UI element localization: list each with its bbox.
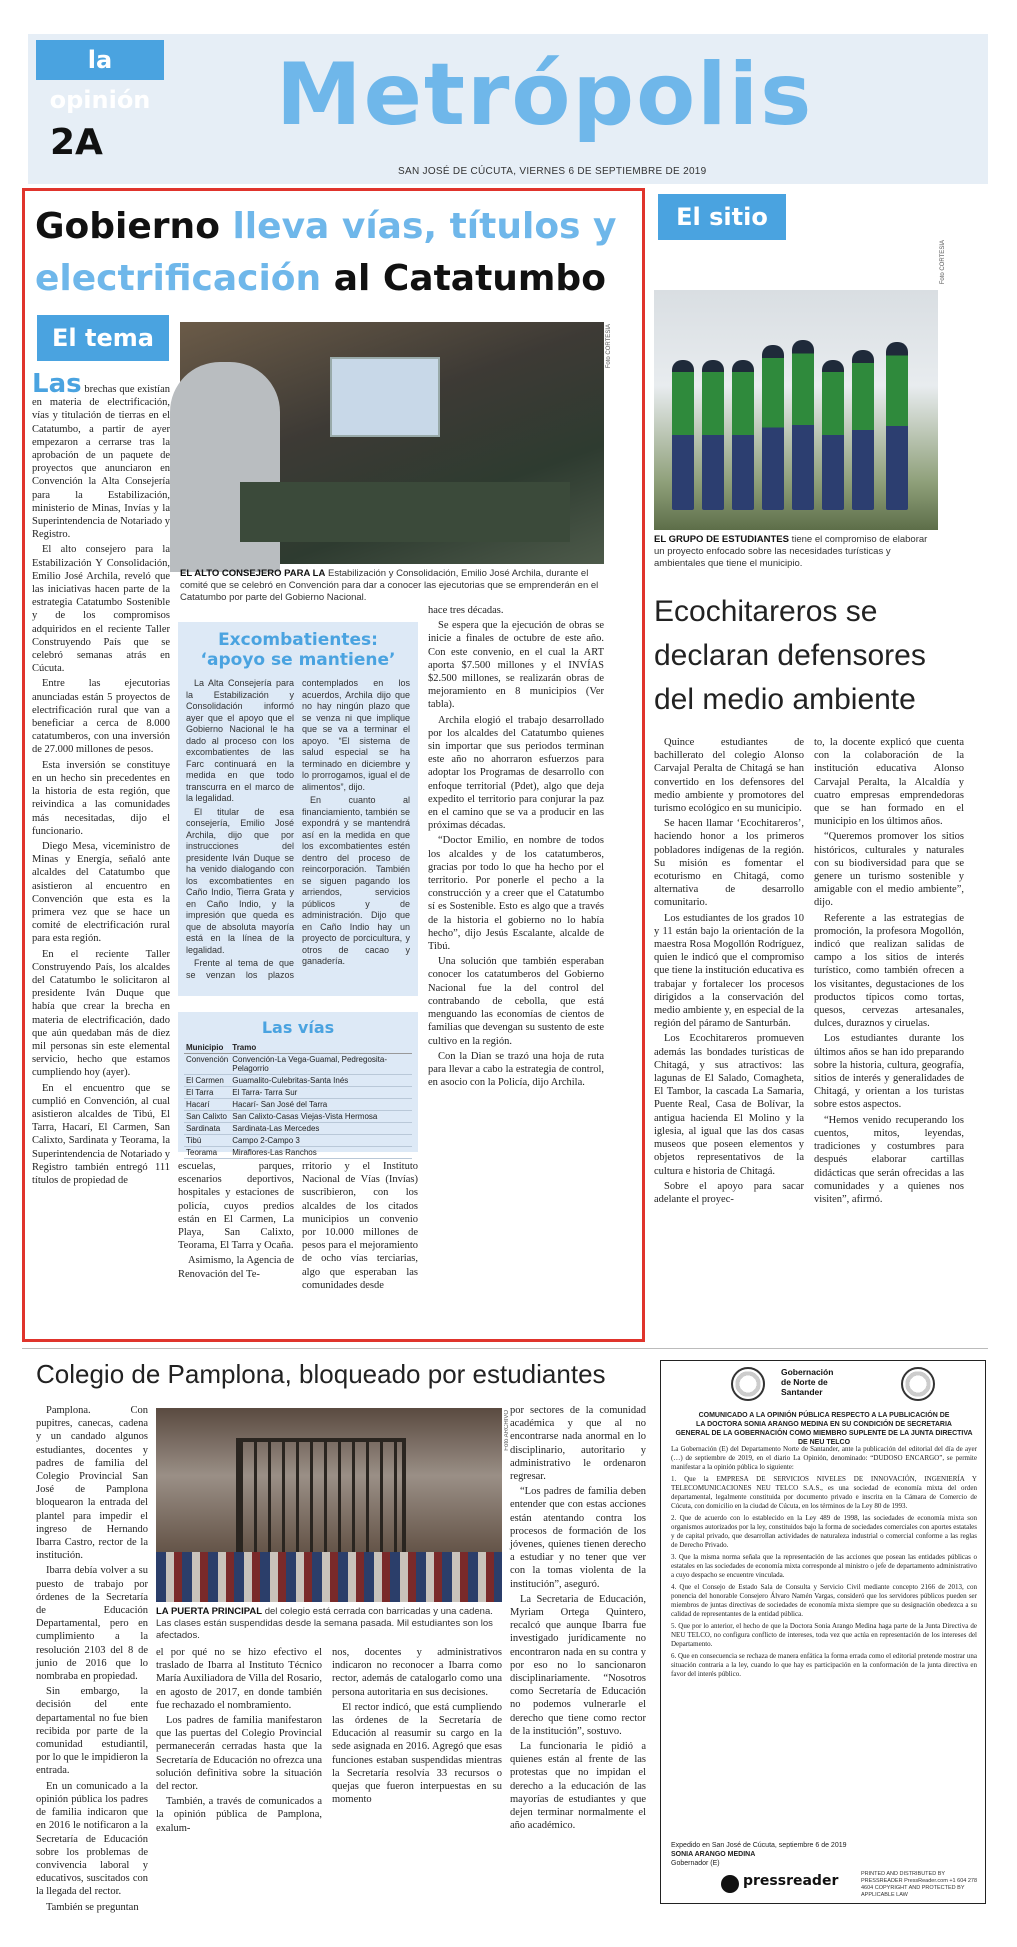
photo-student — [822, 360, 844, 510]
paragraph: Referente a las estrategias de promoción, la profesora Mogollón, indicó que realizan salidas de campo a los sitios de interés turístico, como también ofrecen a los visitantes, degustaciones de los productos típicos como tortas, quesos, cervezas artesanales, dulces, duraznos y ciruelas. — [814, 912, 964, 1030]
pamplona-column-1 — [36, 1404, 148, 1913]
signature-name: SONIA ARANGO MEDINA — [671, 1851, 756, 1858]
caption-text: Estabilización y Consolidación, Emilio José Archila, durante el comité que se celebró en Convención para dar a conocer las ejecutorias que se emprenderán en el Catatumbo por parte del Gobierno Nacional. — [180, 568, 599, 603]
sidebar-title — [178, 630, 418, 670]
tramo-cell: Miraflores-Las Ranchos — [230, 1147, 412, 1159]
caption-text: del colegio está cerrada con barricadas y una cadena. Las clases están suspendidas desde la semana pasada. Mil estudiantes son los afectados. — [156, 1606, 493, 1641]
sitio-column-1 — [654, 736, 804, 1336]
main-story-column-4 — [428, 604, 604, 1332]
vias-table — [184, 1042, 412, 1159]
drop-word: Las — [32, 369, 82, 399]
photo-credit: Foto CORTESÍA — [606, 324, 612, 369]
tramo-cell: Hacarí- San José del Tarra — [230, 1099, 412, 1111]
table-header-row — [184, 1042, 412, 1054]
org-line: de Norte de — [781, 1377, 828, 1387]
heading-line: GENERAL DE LA GOBERNACIÓN COMO MIEMBRO SUPLENTE DE LA JUNTA DIRECTIVA DE NEU TELCO — [675, 1430, 973, 1446]
masthead — [28, 34, 988, 184]
sitio-photo-caption — [654, 534, 938, 570]
pamplona-column-3 — [332, 1646, 502, 1904]
signature-line: Expedido en San José de Cúcuta, septiembre 6 de 2019 — [671, 1842, 847, 1849]
paragraph: el por qué no se hizo efectivo el traslado de Ibarra al Instituto Técnico María Auxiliadora de Villa del Rosario, en agosto de 2017, en donde también fue rechazado el nombramiento. — [156, 1647, 322, 1711]
paragraph: En el reciente Taller Construyendo País, los alcaldes del Catatumbo le solicitaron al presidente Iván Duque que había que crear la brecha en materia de electrificación, dado que aún quedaban más de diez mil personas sin este elemental servicio, hecho que estamos cumpliendo hoy (ayer). — [32, 948, 170, 1079]
main-story-column-2-bottom — [178, 1160, 294, 1332]
org-line: Gobernación — [781, 1367, 834, 1377]
photo-student — [762, 345, 784, 510]
municipio-cell: Convención — [184, 1054, 230, 1075]
municipio-cell: Teorama — [184, 1147, 230, 1159]
paragraph: “Queremos promover los sitios históricos, culturales y naturales con su biodiversidad para que se genere un turismo sostenible y amigable con el medio ambiente”, dijo. — [814, 831, 964, 909]
paragraph: “Doctor Emilio, en nombre de todos los alcaldes y de los catatumberos, gracias por todo lo que ha hecho por el territorio. Por ponerle el pecho a la construcción y a creer que el Catatumbo sí es Sostenible. Esto es algo que a través de la historia el gobierno no lo había hecho”, dijo Jesús Escalante, alcalde de Tibú. — [428, 835, 604, 953]
pressreader-wordmark: pressreader — [743, 1873, 839, 1889]
notice-body — [671, 1445, 977, 1682]
paragraph: En un comunicado a la opinión pública los padres de familia indicaron que en 2016 le notificaron a la Secretaría de Educación sobre los problemas de convivencia laboral y educativos, suscitados con la llegada del rector. — [36, 1780, 148, 1898]
paragraph: Ibarra debía volver a su puesto de trabajo por órdenes de la Secretaría de Educación Departamental, pero en cumplimiento a la resolución 2103 del 8 de junio de 2016 que lo nombraba en propiedad. — [36, 1565, 148, 1683]
heading-line: LA DOCTORA SONIA ARANGO MEDINA EN SU CONDICIÓN DE SECRETARIA — [696, 1421, 952, 1428]
pamplona-column-2 — [156, 1646, 322, 1904]
main-headline — [35, 201, 635, 305]
main-story-column-1 — [32, 369, 170, 1332]
notice-signature — [671, 1841, 847, 1868]
tramo-cell: San Calixto-Casas Viejas-Vista Hermosa — [230, 1111, 412, 1123]
paragraph: Archila elogió el trabajo desarrollado por los alcaldes del Catatumbo quienes sin importar que sus periodos terminan este año no ahorraron esfuerzos para adoptar los Programas de desarrollo con enfoque territorial (Pdet), algo que deja expedito el territorio para conjurar la paz en el camino que se va a producir en las próximas décadas. — [428, 714, 604, 832]
photo-crowd — [156, 1552, 502, 1602]
paragraph: to, la docente explicó que cuenta con la colaboración de la institución educativa Alonso Carvajal Peralta, la Alcaldía y cuatro empresas emprendedoras que se han formado en el municipio en los últimos años. — [814, 737, 964, 828]
paragraph: La Alta Consejería para la Estabilización y Consolidación informó ayer que el apoyo que el Gobierno Nacional le ha dado al proceso con los excombatientes de las Farc continuará en la medida en que todo transcurra en el marco de la legalidad. — [186, 678, 294, 803]
main-story-column-3-bottom — [302, 1160, 418, 1332]
tramo-cell: El Tarra- Tarra Sur — [230, 1087, 412, 1099]
vias-title: Las vías — [261, 1018, 335, 1037]
pressreader-logo-icon — [721, 1875, 739, 1893]
sitio-photo-credit: Foto CORTESÍA — [940, 240, 946, 285]
photo-school-gate — [236, 1438, 406, 1558]
paragraph: Esta inversión se constituye en un hecho sin precedentes en la historia de esta región, que reivindica a las comunidades más necesitadas, dijo el funcionario. — [32, 759, 170, 837]
secondary-seal-icon — [901, 1367, 935, 1401]
photo-projection-screen — [330, 357, 440, 437]
paragraph: escuelas, parques, escenarios deportivos, hospitales y estaciones de policía, cuyos predios están en El Carmen, La Playa, San Calixto, Teorama, El Tarra y Ocaña. — [178, 1161, 294, 1252]
section-divider — [22, 1348, 988, 1349]
tramo-cell: Guamalito-Culebritas-Santa Inés — [230, 1075, 412, 1087]
section-title: Metrópolis — [276, 45, 814, 145]
school-gate-photo — [156, 1408, 502, 1602]
municipio-cell: Sardinata — [184, 1123, 230, 1135]
table-row — [184, 1111, 412, 1123]
sidebar-title-line-2: ‘apoyo se mantiene’ — [200, 650, 396, 670]
paragraph: La Secretaria de Educación, Myriam Ortega Quintero, recalcó que aunque Ibarra fue investigado jurídicamente no encontraron nada en su contra y por eso no lo sancionaron disciplinariamente. “Nosotros como Secretaría de Educación no podemos vulnerarle el derecho que tiene como rector de la institución”, sostuvo. — [510, 1593, 646, 1737]
paragraph: Entre las ejecutorias anunciadas están 5 proyectos de electrificación rural que van a beneficiar a cerca de 8.000 catatumberos, con una inversión de 27.000 millones de pesos. — [32, 678, 170, 756]
municipio-cell: Hacarí — [184, 1099, 230, 1111]
headline-highlight-1: lleva vías, títulos y — [232, 206, 617, 247]
notice-heading — [671, 1411, 977, 1447]
table-row — [184, 1075, 412, 1087]
municipio-cell: El Carmen — [184, 1075, 230, 1087]
pamplona-photo-caption — [156, 1606, 502, 1642]
paragraph: El titular de esa consejería, Emilio José Archila, dijo que por instrucciones del presidente Iván Duque se ha venido dialogando con los excombatientes en Caño Indio, Tierra Grata y en Caño Indio, y la impresión que queda es que de absoluta mayoría está en la línea de la legalidad. — [186, 806, 294, 955]
gobernacion-notice — [660, 1360, 986, 1904]
students-group-photo — [654, 290, 938, 530]
tramo-cell: Sardinata-Las Mercedes — [230, 1123, 412, 1135]
paragraph: El alto consejero para la Estabilización Y Consolidación, Emilio José Archila, reveló que las iniciativas hacen parte de la estrategia Catatumbo Sostenible y de los compromisos adquiridos en el reciente Taller Construyendo País que se celebró semanas atrás en Cúcuta. — [32, 544, 170, 675]
paragraph: Quince estudiantes de bachillerato del colegio Alonso Carvajal Peralta de Chitagá se han convertido en los defensores del medio ambiente y promotores del turismo ecológico en su municipio. — [654, 737, 804, 815]
el-sitio-tag: El sitio — [658, 194, 786, 240]
table-row — [184, 1147, 412, 1159]
notice-point: 5. Que por lo anterior, el hecho de que la Doctora Sonia Arango Medina haga parte de la Junta Directiva de NEU TELCO, no configura conflicto de intereses, toda vez que actúa en representación de los intereses del Departamento. — [671, 1622, 977, 1648]
paragraph: Diego Mesa, viceministro de Minas y Energía, señaló ante alcaldes del Catatumbo que asistieron al encuentro en Convención que esta es la primera vez que se hace un comité de electrificación rural para esta región. — [32, 840, 170, 945]
paragraph: rritorio y el Instituto Nacional de Vías (Invías) suscribieron, con los alcaldes de los citados municipios un convenio por 10.000 millones de pesos para el mejoramiento de ocho vías terciarias, algo que esperaban las comunidades desde — [302, 1161, 418, 1291]
paragraph: brechas que existían en materia de electrificación, vías y titulación de tierras en el Catatumbo, a partir de ayer empezaron a cerrarse tras la aprobación de un paquete de proyectos que anunciaron en Convención la Alta Consejería para la Estabilización, ministerio de Minas, Invías y la Superintendencia de Notariado y Registro. — [32, 384, 170, 541]
table-row — [184, 1087, 412, 1099]
brand-logo: la opinión — [36, 40, 164, 80]
paragraph: En el encuentro que se cumplió en Convención, al cual asistieron alcaldes de Tibú, El Tarra, Hacarí, El Carmen, San Calixto, Sardinata y Teorama, la Superintendencia de Notariado y Registro también entregó 111 títulos de propiedad de — [32, 1082, 170, 1186]
photo-student — [852, 350, 874, 510]
paragraph: Los Ecochitareros promueven además las bondades turísticas de Chitagá, y sus atractivos: las lagunas de El Salado, Comagheta, El Tambor, la cascada La Samaria, Puente Real, Casa de Bolívar, la antigua hacienda El Molino y la iglesia, al igual que las dos casas museos que poseen elementos y objetos representativos de la cultura e historia de Chitagá. — [654, 1033, 804, 1177]
paragraph: Se espera que la ejecución de obras se inicie a finales de octubre de este año. Con este convenio, en el cual la ART aporta $7.500 millones y el INVÍAS $2.500 millones, se realizarán obras de mejoramiento en 8 municipios (Ver tabla). — [428, 620, 604, 711]
notice-point: 1. Que la EMPRESA DE SERVICIOS NIVELES DE INNOVACIÓN, INGENIERÍA Y TELECOMUNICACIONES NEU TELCO S.A.S., es una sociedad de economía mixta del orden departamental, legalmente constituida por documento privado e inscrita en la Cámara de Comercio de Cúcuta, con domicilio en la ciudad de Cúcuta, en los términos de la Ley 80 de 1993. — [671, 1475, 977, 1510]
municipio-cell: El Tarra — [184, 1087, 230, 1099]
notice-point: 6. Que en consecuencia se rechaza de manera enfática la forma errada como el editorial pretende mostrar una situación contraria a la ley, cuando lo que hay es participación en la conformación de la junta directiva en favor del interés público. — [671, 1652, 977, 1678]
headline-highlight-2: electrificación — [35, 258, 322, 299]
notice-org-name — [781, 1367, 833, 1397]
column-header: Municipio — [184, 1042, 230, 1054]
paragraph: por sectores de la comunidad académica y que al no encontrarse nada anormal en lo disciplinario, autoritario y administrativo le ordenaron regresar. — [510, 1405, 646, 1483]
notice-point: 4. Que el Consejo de Estado Sala de Consulta y Servicio Civil mediante concepto 2166 de 2013, con ponencia del honorable Consejero Álvaro Namén Vargas, consideró que los servidores públicos pueden ser miembros de juntas directivas de sociedades de economía mixta siempre que su designación obedezca a su calidad de representantes de la entidad pública. — [671, 1583, 977, 1618]
sitio-column-2 — [814, 736, 964, 1336]
table-row — [184, 1135, 412, 1147]
pamplona-column-4 — [510, 1404, 646, 1904]
paragraph: Pamplona. Con pupitres, canecas, cadena y un candado algunos estudiantes, docentes y padres de familia del Colegio Provincial San José de Pamplona bloquearon la entrada del plantel para impedir el ingreso de Hernando Ibarra Castro, rector de la institución. — [36, 1405, 148, 1562]
heading-line: COMUNICADO A LA OPINIÓN PÚBLICA RESPECTO A LA PUBLICACIÓN DE — [698, 1412, 950, 1419]
tramo-cell: Campo 2-Campo 3 — [230, 1135, 412, 1147]
photo-student — [886, 342, 908, 510]
paragraph: También, a través de comunicados a la opinión pública de Pamplona, exalum- — [156, 1796, 322, 1834]
photo-student — [702, 360, 724, 510]
table-row — [184, 1054, 412, 1075]
pressreader-copyright: PRINTED AND DISTRIBUTED BY PRESSREADER PressReader.com +1 604 278 4604 COPYRIGHT AND PROTECTED BY APPLICABLE LAW — [861, 1871, 978, 1898]
signature-title: Gobernador (E) — [671, 1860, 720, 1867]
pamplona-headline: Colegio de Pamplona, bloqueado por estudiantes — [36, 1359, 606, 1389]
dateline: SAN JOSÉ DE CÚCUTA, VIERNES 6 DE SEPTIEMBRE DE 2019 — [398, 166, 707, 177]
column-header: Tramo — [230, 1042, 412, 1054]
municipio-cell: San Calixto — [184, 1111, 230, 1123]
table-row — [184, 1099, 412, 1111]
notice-point: 3. Que la misma norma señala que la representación de las acciones que posean las entidades públicas o estatales en las sociedades de economía mixta corresponde al ministro o jefe de departamento administrativo a cuyo despacho se encuentre vinculada. — [671, 1553, 977, 1579]
paragraph: Se hacen llamar ‘Ecochitareros’, haciendo honor a los primeros pobladores indígenas de la región. Su misión es fomentar el ecoturismo en Chitagá, como alternativa de desarrollo comunitario. — [654, 818, 804, 909]
photo-student — [732, 360, 754, 510]
paragraph: Con la Dian se trazó una hoja de ruta para llevar a cabo la estrategia de control, en asocio con la Policía, dijo Archila. — [428, 1050, 604, 1089]
paragraph: Sin embargo, la decisión del ente departamental no fue bien recibida por parte de la comunidad estudiantil, por lo que le impidieron la entrada. — [36, 1686, 148, 1777]
caption-lead: EL GRUPO DE ESTUDIANTES — [654, 534, 789, 545]
paragraph: El rector indicó, que está cumpliendo las órdenes de la Secretaría de Educación al reasumir su cargo en la sede asignada en 2016. Agregó que esas funciones estaban suspendidas mientras la Secretaría resolvía 33 recursos o quejas que fueron interpuestas en su momento — [332, 1701, 502, 1806]
paragraph: La funcionaria le pidió a quienes están al frente de las protestas que no impidan el derecho a la educación de las mayorías de estudiantes y que dejen terminar normalmente el año académico. — [510, 1741, 646, 1832]
sidebar-body — [186, 678, 410, 981]
gobernacion-seal-icon — [731, 1367, 765, 1401]
el-tema-tag: El tema — [37, 315, 169, 361]
las-vias-table-box — [178, 1012, 418, 1157]
paragraph: Los estudiantes de los grados 10 y 11 están bajo la orientación de la maestra Rosa Mogollón Rodríguez, quien le indicó que el compromiso que tiene la institución educativa es trabajar y fortalecer los procesos dirigidos a la conservación del medio ambiente y, en especial de la región del páramo de Santurbán. — [654, 912, 804, 1030]
caption-lead: EL ALTO CONSEJERO PARA LA — [180, 568, 326, 579]
headline-text-1: Gobierno — [35, 206, 233, 247]
paragraph: hace tres décadas. — [428, 605, 504, 616]
paragraph: Frente al tema de que se venzan los plazos contemplados en los acuerdos, Archila dijo que no hay ningún plazo que se venza ni que implique que se va a terminar el apoyo. “El sistema de salud especial se ha terminado en diciembre y lo prorrogamos, igual el de alimentos”, dijo. — [186, 678, 410, 980]
paragraph: Asimismo, la Agencia de Renovación del Te- — [178, 1255, 294, 1280]
page-number: 2A — [50, 122, 103, 163]
ecochitareros-headline: Ecochitareros se declaran defensores del medio ambiente — [654, 595, 926, 716]
tramo-cell: Convención-La Vega-Guamal, Pedregosita-Pelagorrio — [230, 1054, 412, 1075]
sidebar-title-line-1: Excombatientes: — [218, 630, 378, 650]
headline-text-2: al Catatumbo — [321, 258, 606, 299]
photo-student — [792, 340, 814, 510]
caption-text: tiene el compromiso de elaborar un proyecto enfocado sobre las necesidades turísticas y ambientales que tiene el municipio. — [654, 534, 928, 569]
pamplona-photo-credit: Foto ARCHIVO — [504, 1410, 510, 1451]
paragraph: Una solución que también esperaban conocer los catatumberos del Gobierno Nacional fue la del control del contrabando de cebolla, que está menguando las economías de cientos de familias que devengan su sustento de este cultivo en la región. — [428, 956, 604, 1047]
main-photo-caption — [180, 568, 604, 604]
paragraph: Los padres de familia manifestaron que las puertas del Colegio Provincial permanecerán cerradas hasta que la Secretaría de Educación no ofrezca una solución definitiva sobre la situación del rector. — [156, 1715, 322, 1793]
notice-point: 2. Que de acuerdo con lo establecido en la Ley 489 de 1998, las sociedades de economía mixta son organismos autorizados por la ley, constituidos bajo la forma de sociedades comerciales con aportes estatales y de capital privado, que desarrollan actividades de naturaleza industrial o comercial conforme a las reglas de Derecho Privado. — [671, 1514, 977, 1549]
municipio-cell: Tibú — [184, 1135, 230, 1147]
paragraph: nos, docentes y administrativos indicaron no reconocer a Ibarra como rector, además de catalogarlo como una persona autoritaria en sus decisiones. — [332, 1647, 502, 1698]
paragraph: En cuanto al financiamiento, también se expondrá y se mantendrá así en la medida en que los excombatientes estén dentro del proceso de reincorporación. También se siguen pagando los arriendos, servicios públicos y de administración. Dijo que en Caño Indio hay un proyecto de porcicultura, y otros de cacao y ganadería. — [302, 795, 410, 966]
paragraph: Sobre el apoyo para sacar adelante el proyec- — [654, 1180, 804, 1205]
excombatientes-sidebar — [178, 622, 418, 996]
paragraph: “Hemos venido recuperando los cuentos, mitos, leyendas, tradiciones y costumbres para después elaborar cartillas didácticas que serán ofrecidas a las comunidades y a quienes nos visiten”, afirmó. — [814, 1114, 964, 1205]
photo-meeting-table — [240, 482, 570, 542]
org-line: Santander — [781, 1387, 823, 1397]
main-story-photo — [180, 322, 604, 564]
paragraph: Los estudiantes durante los últimos años se han ido preparando sobre la historia, cultura, geografía, sitios de interés y generalidades de Chitagá, y orientan a los turistas sobre estos aspectos. — [814, 1033, 964, 1111]
paragraph: “Los padres de familia deben entender que con estas acciones están atentando contra los procesos de formación de los jóvenes, quienes tienen derecho a estudiar y no tener que ver con la tomas violenta de la institución”, aseguró. — [510, 1486, 646, 1590]
notice-intro: La Gobernación (E) del Departamento Norte de Santander, ante la publicación del editorial del día de ayer (…) de septiembre de 2019, en el diario La Opinión, denominado: “DUDOSO ENCARGO”, se permite manifestar a la opinión pública lo siguiente: — [671, 1445, 977, 1471]
paragraph: También se preguntan — [46, 1901, 139, 1913]
photo-student — [672, 360, 694, 510]
caption-lead: LA PUERTA PRINCIPAL — [156, 1606, 263, 1617]
table-row — [184, 1123, 412, 1135]
